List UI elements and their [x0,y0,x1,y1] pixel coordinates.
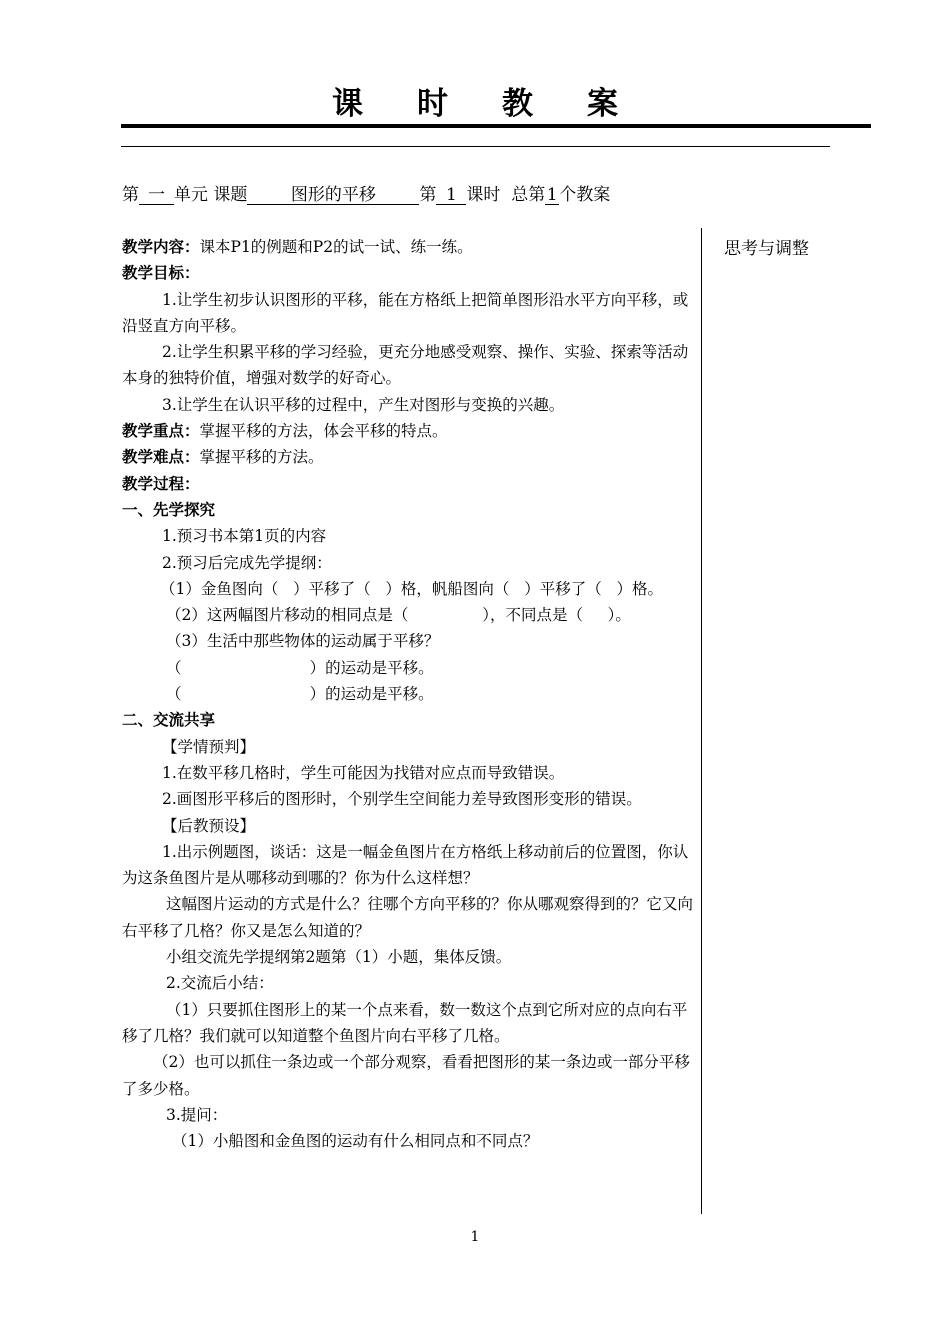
content-line [122,260,696,286]
content-line: 这幅图片运动的方式是什么？往哪个方向平移的？你从哪观察得到的？它又向右平移了几格？你又是怎么知道的？ [122,895,694,940]
lesson-meta-line [122,180,610,205]
line-label: 教学内容： [122,237,200,256]
content-line: 2.画图形平移后的图形时，个别学生空间能力差导致图形变形的错误。 [162,790,642,809]
content-line: （1）小船图和金鱼图的运动有什么相同点和不同点？ [172,1132,539,1151]
content-line: 2.让学生积累平移的学习经验，更充分地感受观察、操作、实验、探索等活动本身的独特价值，增强对数学的好奇心。 [122,343,689,388]
title-rule-thin [121,146,830,147]
total-text: 个教案 [559,185,611,205]
total-number: 1 [546,185,558,205]
content-line: （ ）的运动是平移。 [166,685,434,704]
content-line [122,707,696,733]
side-column-heading: 思考与调整 [724,239,809,259]
content-line: 1.让学生初步认识图形的平移，能在方格纸上把简单图形沿水平方向平移，或沿竖直方向平移。 [122,290,689,335]
content-line: 3.提问： [166,1105,228,1124]
content-line: （ ）的运动是平移。 [166,658,434,677]
page-number: 1 [470,1229,480,1245]
line-label: 教学难点： [122,447,200,467]
title-char: 案 [587,86,618,122]
content-line [122,444,696,470]
lesson-prefix: 第 [419,185,437,205]
lesson-text: 课时 总第 [466,185,546,205]
content-line [122,497,696,523]
unit-text: 单元 课题 [174,185,248,205]
content-line: 2.预习后完成先学提纲： [162,553,332,572]
content-line: 小组交流先学提纲第2题第（1）小题，集体反馈。 [166,948,512,967]
content-line: 1.出示例题图，谈话：这是一幅金鱼图片在方格纸上移动前后的位置图，你认为这条鱼图片是从哪移动到哪的？你为什么这样想？ [122,842,689,888]
page-title [0,78,950,123]
content-line: 1.在数平移几格时，学生可能因为找错对应点而导致错误。 [162,763,565,782]
content-line: 1.预习书本第1页的内容 [162,527,327,546]
line-text: 掌握平移的方法，体会平移的特点。 [199,422,448,441]
section-heading: 一、先学探究 [122,499,216,519]
meta-prefix: 第 [122,185,139,205]
title-rule-thick [121,124,871,128]
content-line [122,471,696,497]
content-line: 2.交流后小结： [166,974,274,993]
content-line: （1）金鱼图向（ ）平移了（ ）格，帆船图向（ ）平移了（ ）格。 [160,579,663,598]
lesson-topic: 图形的平移 [247,187,419,205]
content-line: 【后教预设】 [162,816,256,835]
content-line: （3）生活中那些物体的运动属于平移？ [166,632,440,651]
title-char: 课 [332,86,363,122]
title-char: 时 [417,86,448,122]
column-divider [701,228,702,1214]
line-label: 教学重点： [122,421,200,441]
content-line: （1）只要抓住图形上的某一个点来看，数一数这个点到它所对应的点向右平移了几格？我们就可以知道整个鱼图片向右平移了几格。 [122,1000,688,1045]
content-line: 【学情预判】 [162,737,256,756]
content-line: （2）也可以抓住一条边或一个部分观察，看看把图形的某一条边或一部分平移了多少格。 [122,1053,690,1098]
content-line [122,234,696,260]
section-heading: 二、交流共享 [122,710,216,730]
content-line: 3.让学生在认识平移的过程中，产生对图形与变换的兴趣。 [162,395,565,414]
line-label: 教学过程： [122,473,200,493]
line-label: 教学目标： [122,263,200,283]
title-char: 教 [502,86,533,122]
lesson-plan-body [122,234,696,1154]
content-line: （2）这两幅图片移动的相同点是（ ），不同点是（ ）。 [166,606,631,625]
content-line [122,418,696,444]
lesson-number: 1 [436,187,466,205]
line-text: 掌握平移的方法。 [199,448,324,467]
line-text: 课本P1的例题和P2的试一试、练一练。 [199,238,473,256]
unit-number: 一 [139,187,174,205]
